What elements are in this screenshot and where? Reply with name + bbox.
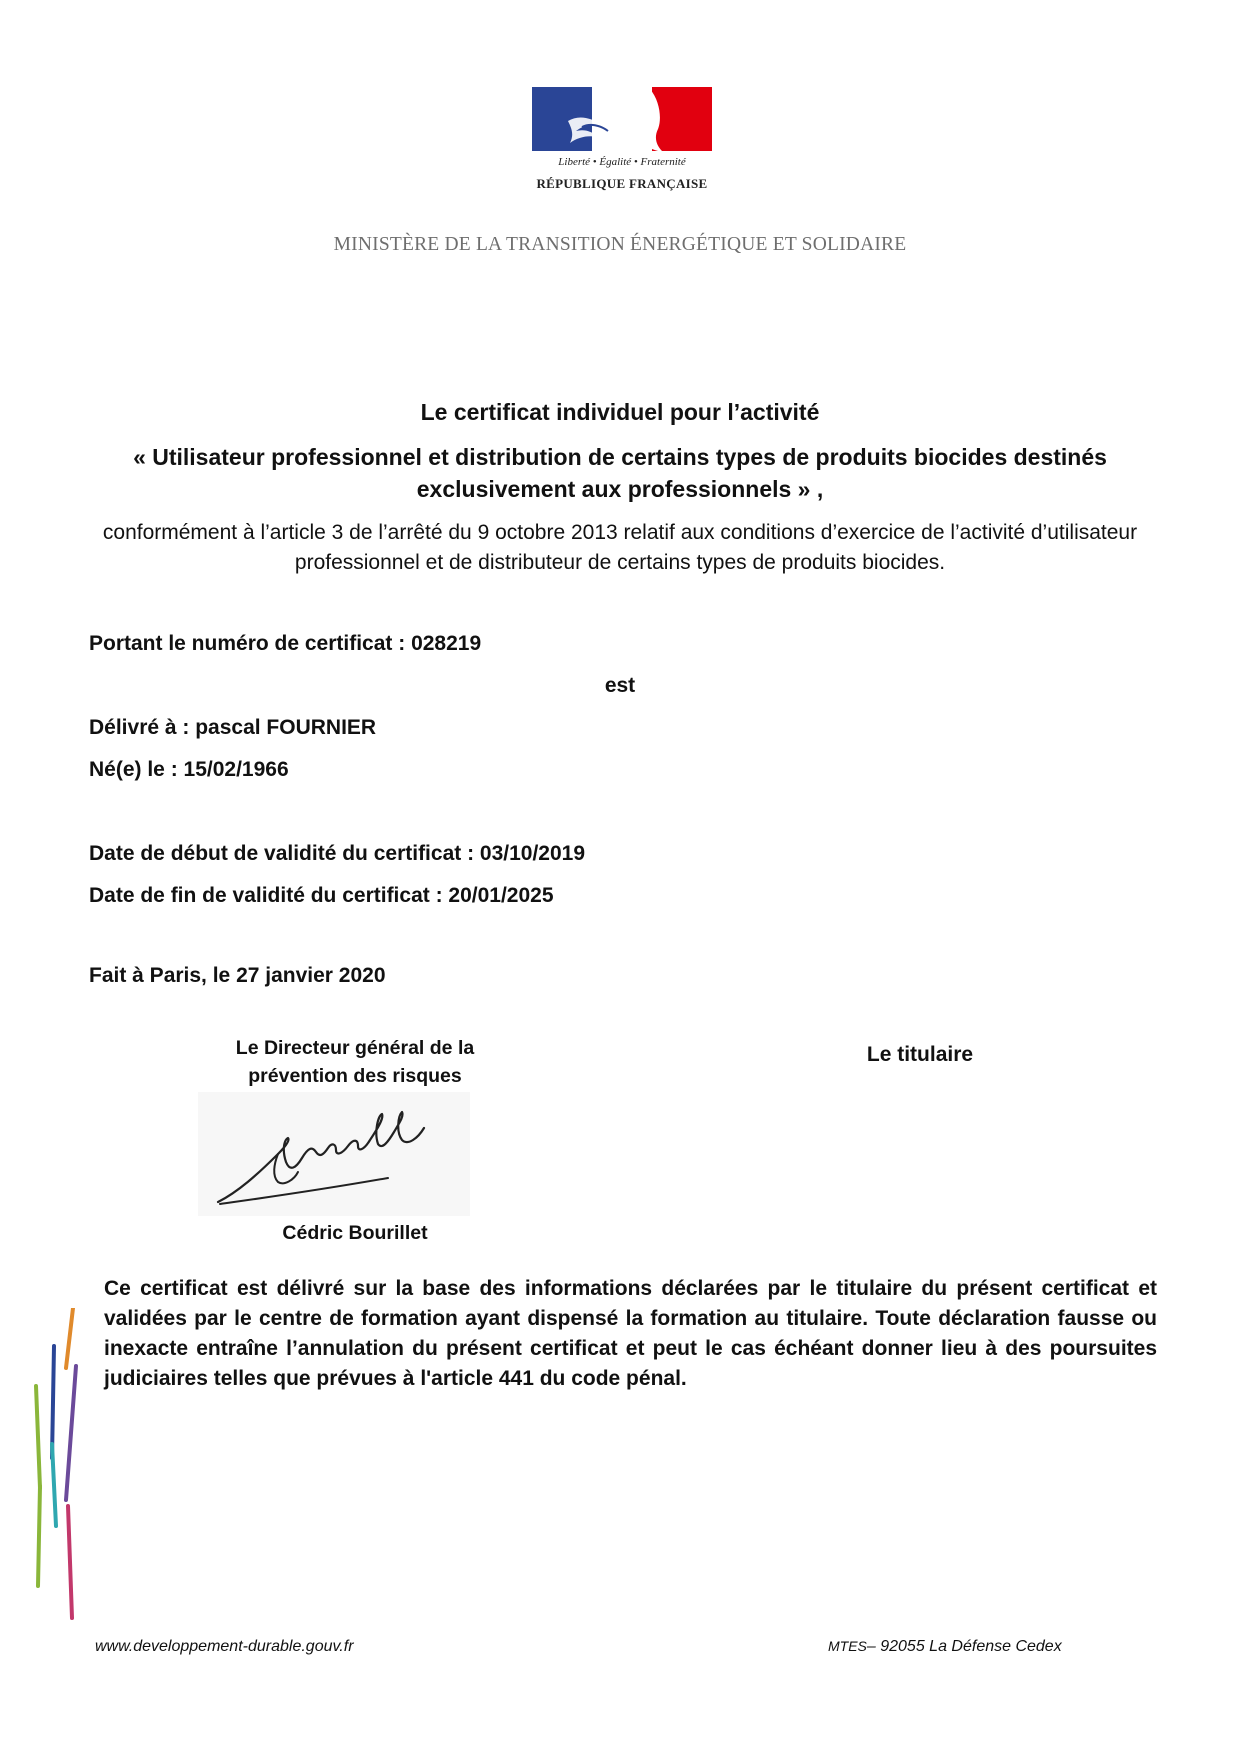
conformity-statement: conformément à l’article 3 de l’arrêté du 9 octobre 2013 relatif aux conditions d’exercice de l’activité d’utilisateur professionnel et de distributeur de certains types de produits biocides.	[102, 521, 1138, 574]
republic-name: RÉPUBLIQUE FRANÇAISE	[536, 176, 708, 191]
footer-org: MTES	[828, 1638, 867, 1654]
signature-icon	[198, 1092, 470, 1216]
marianne-logo	[532, 87, 712, 200]
footer-website: www.developpement-durable.gouv.fr	[95, 1638, 354, 1655]
validity-start-date: Date de début de validité du certificat : 03/10/2019	[89, 842, 586, 865]
delivered-to: Délivré à : pascal FOURNIER	[89, 716, 377, 739]
ministry-name: MINISTÈRE DE LA TRANSITION ÉNERGÉTIQUE ET SOLIDAIRE	[333, 234, 907, 255]
republic-motto: Liberté • Égalité • Fraternité	[558, 156, 686, 168]
director-name: Cédric Bourillet	[282, 1222, 428, 1244]
activity-title: « Utilisateur professionnel et distribution de certains types de produits biocides destinés exclusivement aux professionnels » ,	[133, 444, 1107, 502]
marianne-flag-icon	[532, 87, 712, 151]
birth-date: Né(e) le : 15/02/1966	[89, 758, 289, 781]
decorative-stripes-icon	[30, 1308, 85, 1628]
certificate-number: Portant le numéro de certificat : 028219	[89, 632, 482, 655]
director-signature	[198, 1092, 470, 1216]
issue-place-date: Fait à Paris, le 27 janvier 2020	[89, 964, 386, 987]
certificate-title: Le certificat individuel pour l’activité	[420, 399, 820, 425]
holder-label: Le titulaire	[866, 1043, 974, 1066]
est-label: est	[604, 674, 636, 697]
director-title: Le Directeur général de la prévention des risques	[235, 1037, 475, 1087]
footer-address	[828, 1638, 1062, 1656]
validity-end-date: Date de fin de validité du certificat : 20/01/2025	[89, 884, 554, 907]
footer-postal: – 92055 La Défense Cedex	[866, 1638, 1062, 1655]
legal-notice: Ce certificat est délivré sur la base des informations déclarées par le titulaire du présent certificat et validées par le centre de formation ayant dispensé la formation au titulaire. Toute déclaration fausse ou inexacte entraîne l’annulation du présent certificat et peut le cas échéant donner lieu à des poursuites judiciaires telles que prévues à l'article 441 du code pénal.	[104, 1277, 1157, 1390]
